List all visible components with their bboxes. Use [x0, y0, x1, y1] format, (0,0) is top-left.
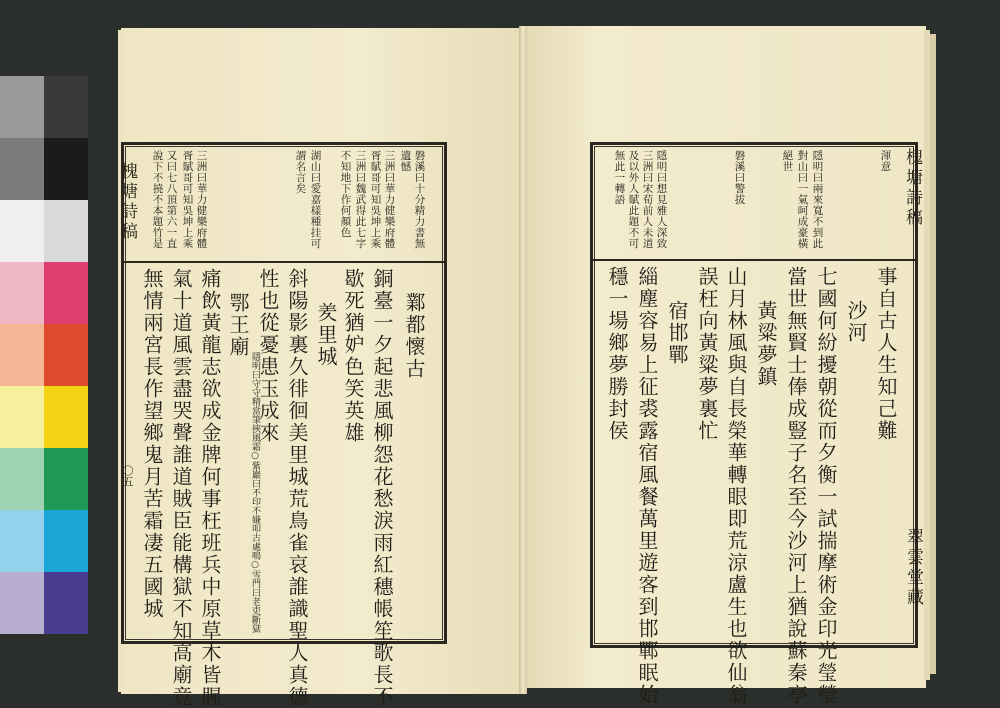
- inline-commentary: 隱明曰守守精當筆挾風霜○紫巖曰不印不嫌叩古處鳴○雪門曰老吏斷獄: [250, 352, 260, 633]
- text-column: 痛飲黃龍志欲成金牌何事枉班兵中原草木皆腥: [198, 268, 222, 708]
- head-note: 胥賦哥可知吳坤上乘: [181, 150, 194, 249]
- text-column: 誤枉向黃粱夢裏忙: [695, 266, 719, 442]
- head-note: 無此一轉語: [613, 150, 626, 205]
- head-note: 三洲曰華力健樂府體: [383, 150, 396, 249]
- left-folio: 〇五: [121, 465, 134, 487]
- right-spine-title: 翠雲堂藏: [903, 528, 923, 608]
- head-note: 三洲曰宋荀前人未道: [641, 150, 654, 249]
- left-spine-title: 槐塘詩稿: [117, 162, 137, 242]
- color-swatch: [44, 572, 88, 634]
- text-column: 銅臺一夕起悲風柳怨花愁淚雨紅穗帳笙歌長不: [370, 268, 394, 708]
- color-calibration-strip: [0, 76, 88, 636]
- color-swatch: [44, 448, 88, 510]
- poem-title: 鄴都懷古: [402, 292, 426, 380]
- head-note: 渾意: [879, 150, 892, 172]
- head-note: 磐溪曰警拔: [733, 150, 746, 205]
- head-note: 絕世: [781, 150, 794, 172]
- head-note: 磐溪曰十分精力書無: [413, 150, 426, 249]
- poem-title: 宿邯鄲: [665, 300, 689, 366]
- color-swatch: [44, 386, 88, 448]
- color-swatch: [44, 510, 88, 572]
- head-note: 遺憾: [399, 150, 412, 172]
- head-note: 隱明曰兩來寬不到此: [811, 150, 824, 249]
- text-column: 緇塵容易上征裘露宿風餐萬里遊客到邯鄲眠始: [635, 266, 659, 706]
- text-column: 七國何紛擾朝從而夕衡一試揣摩術金印光瑩瑩: [814, 266, 838, 706]
- color-swatch: [44, 76, 88, 138]
- right-page-stack-2: [930, 34, 936, 674]
- poem-title: 羑里城: [314, 302, 338, 368]
- head-note: 隱明曰想見雅人深致: [655, 150, 668, 249]
- head-note: 及以外人賦此題不可: [627, 150, 640, 249]
- head-note: 胥賦哥可知吳坤上乘: [369, 150, 382, 249]
- color-swatch: [0, 138, 44, 200]
- poem-title: 黃粱夢鎮: [754, 300, 778, 388]
- color-swatch: [0, 324, 44, 386]
- color-swatch: [0, 76, 44, 138]
- text-column: 氣十道風雲盡哭聲誰道賊臣能構獄不知高廟竟: [169, 268, 193, 708]
- text-column: 歇死猶妒色笑英雄: [341, 268, 365, 444]
- color-swatch: [0, 386, 44, 448]
- text-column: 事自古人生知己難: [874, 266, 898, 442]
- right-spine-title-top: 槐塘詩稿: [902, 148, 922, 228]
- poem-title: 沙河: [844, 300, 868, 344]
- poem-title: 鄂王廟: [226, 292, 250, 358]
- color-swatch: [44, 262, 88, 324]
- right-head-rule: [593, 259, 915, 261]
- head-note: 對山曰一氣呵成豪橫: [796, 150, 809, 249]
- head-note: 不知地下作何顏色: [339, 150, 352, 238]
- head-note: 湖山曰愛嘉樣種挂可: [309, 150, 322, 249]
- text-column: 山月林風與自長榮華轉眼即荒涼盧生也欲仙翁: [724, 266, 748, 706]
- text-column: 性也從憂患玉成來: [256, 268, 280, 444]
- color-swatch: [0, 572, 44, 634]
- head-note: 說下不撓不本題竹是: [151, 150, 164, 249]
- book-gutter: [519, 26, 527, 694]
- color-swatch: [44, 200, 88, 262]
- text-column: 斜陽影裏久徘徊美里城荒鳥雀哀誰識聖人真德: [285, 268, 309, 708]
- head-note: 三洲曰魏武得此七字: [354, 150, 367, 249]
- head-note: 謂名言矣: [294, 150, 307, 194]
- color-swatch: [0, 510, 44, 572]
- left-head-rule: [124, 261, 444, 263]
- color-swatch: [44, 324, 88, 386]
- color-swatch: [0, 200, 44, 262]
- head-note: 三洲曰華力健樂府體: [195, 150, 208, 249]
- text-column: 穩一場鄉夢勝封侯: [605, 266, 629, 442]
- text-column: 當世無賢士俸成豎子名至今沙河上猶說蘇秦亭: [784, 266, 808, 706]
- head-note: 又曰七八頂第六一直: [165, 150, 178, 249]
- text-column: 無情兩宮長作望鄉鬼月苦霜凄五國城: [140, 268, 164, 620]
- color-swatch: [0, 448, 44, 510]
- color-swatch: [0, 262, 44, 324]
- color-swatch: [44, 138, 88, 200]
